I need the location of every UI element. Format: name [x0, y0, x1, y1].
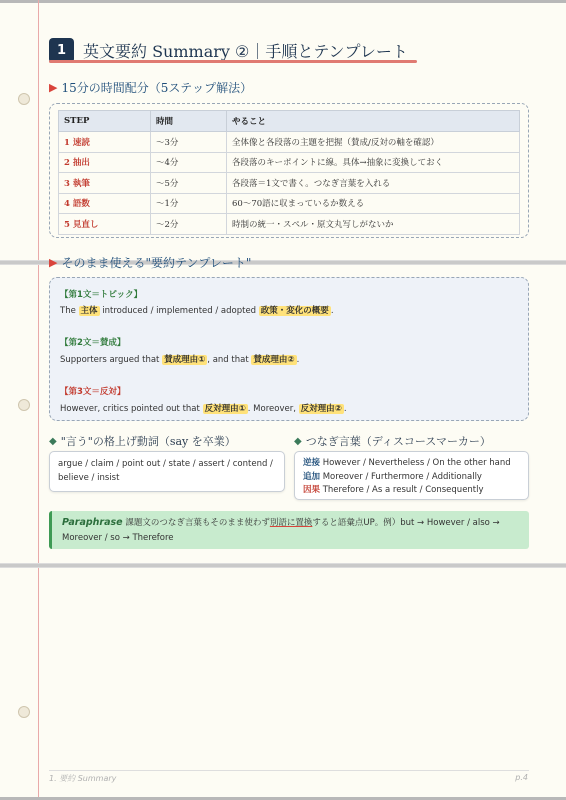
task-cell: 時制の統一・スペル・原文丸写しがないか	[227, 214, 520, 235]
task-cell: 各段落のキーポイントに線。具体→抽象に変換しておく	[227, 152, 520, 173]
triangle-icon: ▶	[49, 81, 58, 94]
marker-line	[303, 484, 520, 498]
paraphrase-text: すると語彙点UP。例）but → However / also →	[312, 518, 500, 528]
section-heading-schedule	[49, 79, 252, 96]
col-header-step: STEP	[59, 111, 151, 132]
top-rule	[0, 0, 566, 3]
page-number: p.4	[515, 773, 528, 782]
footer-rule	[49, 770, 529, 771]
task-cell: 全体像と各段落の主題を把握（賛成/反対の軸を確認）	[227, 132, 520, 153]
verbs-line: believe / insist	[58, 472, 120, 483]
marker-words: Therefore / As a result / Consequently	[320, 485, 484, 495]
sentence3-template	[60, 402, 347, 414]
page-title-text: 英文要約 Summary ②｜手順とテンプレート	[83, 41, 408, 61]
step-cell: 2 抽出	[59, 152, 151, 173]
schedule-table	[58, 110, 520, 235]
template-text: However, critics pointed out that	[60, 404, 203, 414]
step-cell: 5 見直し	[59, 214, 151, 235]
step-cell: 1 速読	[59, 132, 151, 153]
section-heading-text: 15分の時間配分（5ステップ解法）	[61, 81, 253, 95]
verbs-heading	[49, 433, 236, 449]
chapter-number-badge: 1	[49, 38, 74, 63]
markers-card	[294, 451, 529, 500]
sentence3-label: 【第3文＝反対】	[60, 387, 126, 397]
template-text: .	[296, 355, 300, 365]
table-header-row	[59, 111, 520, 132]
paraphrase-tip-box	[49, 511, 529, 549]
sentence1-label: 【第1文＝トピック】	[60, 290, 143, 300]
time-cell: 〜2分	[151, 214, 227, 235]
template-text: Supporters argued that	[60, 355, 163, 365]
time-cell: 〜1分	[151, 193, 227, 214]
step-cell: 4 語数	[59, 193, 151, 214]
markers-heading	[294, 433, 491, 449]
sentence2-label: 【第2文＝賛成】	[60, 338, 126, 348]
title-underline	[49, 60, 417, 63]
paraphrase-keyword: Paraphrase	[62, 517, 123, 528]
marker-words: Moreover / Furthermore / Additionally	[320, 471, 482, 482]
time-cell: 〜4分	[151, 152, 227, 173]
table-row	[59, 173, 520, 194]
col-header-task: やること	[227, 111, 520, 132]
placeholder-highlight: 賛成理由①	[164, 355, 206, 365]
task-cell: 60〜70語に収まっているか数える	[227, 193, 520, 214]
marker-keyword: 追加	[303, 471, 321, 482]
triangle-icon: ▶	[49, 256, 58, 269]
binder-band	[0, 563, 566, 568]
placeholder-highlight: 主体	[80, 306, 98, 316]
table-row	[59, 152, 520, 173]
marker-keyword: 因果	[303, 485, 321, 495]
placeholder-highlight: 反対理由①	[204, 404, 246, 414]
footer-chapter: 1. 要約 Summary	[49, 774, 117, 783]
placeholder-highlight: 賛成理由②	[253, 355, 295, 365]
template-text: The	[60, 306, 79, 316]
binder-hole	[18, 93, 30, 105]
col-header-time: 時間	[151, 111, 227, 132]
template-text: introduced / implemented / adopted	[99, 306, 259, 316]
binder-hole	[18, 399, 30, 411]
task-cell: 各段落＝1文で書く。つなぎ言葉を入れる	[227, 173, 520, 194]
template-box	[49, 277, 529, 421]
section-heading-template	[49, 254, 251, 271]
placeholder-highlight: 反対理由②	[300, 404, 342, 414]
table-row	[59, 193, 520, 214]
marker-line	[303, 457, 520, 471]
template-text: . Moreover,	[247, 404, 299, 414]
verbs-line: argue / claim / point out / state / assert / contend /	[58, 459, 273, 469]
marker-line	[303, 471, 520, 485]
placeholder-highlight: 政策・変化の概要	[260, 306, 329, 316]
diamond-icon: ◆	[49, 435, 57, 447]
step-cell: 3 執筆	[59, 173, 151, 194]
sentence2-template	[60, 353, 299, 365]
verbs-heading-text: "言う"の格上げ動詞（say を卒業）	[60, 435, 236, 448]
sentence1-template	[60, 304, 334, 316]
template-text: , and that	[207, 355, 252, 365]
time-cell: 〜3分	[151, 132, 227, 153]
table-row	[59, 132, 520, 153]
template-text: .	[343, 404, 347, 414]
section-heading-text: そのまま使える"要約テンプレート"	[61, 256, 252, 270]
marker-keyword: 逆接	[303, 458, 321, 468]
paraphrase-line	[62, 515, 519, 531]
schedule-table-box	[49, 103, 529, 238]
paraphrase-line: Moreover / so → Therefore	[62, 533, 174, 543]
table-row	[59, 214, 520, 235]
margin-line	[38, 0, 39, 800]
marker-words: However / Nevertheless / On the other hand	[320, 458, 511, 468]
paraphrase-underlined: 別語に置換	[269, 518, 313, 528]
template-text: .	[330, 306, 334, 316]
paraphrase-text: 課題文のつなぎ言葉もそのまま使わず	[122, 518, 270, 528]
markers-heading-text: つなぎ言葉（ディスコースマーカー）	[305, 435, 491, 448]
verbs-card	[49, 451, 285, 492]
diamond-icon: ◆	[294, 435, 302, 447]
binder-hole	[18, 706, 30, 718]
time-cell: 〜5分	[151, 173, 227, 194]
